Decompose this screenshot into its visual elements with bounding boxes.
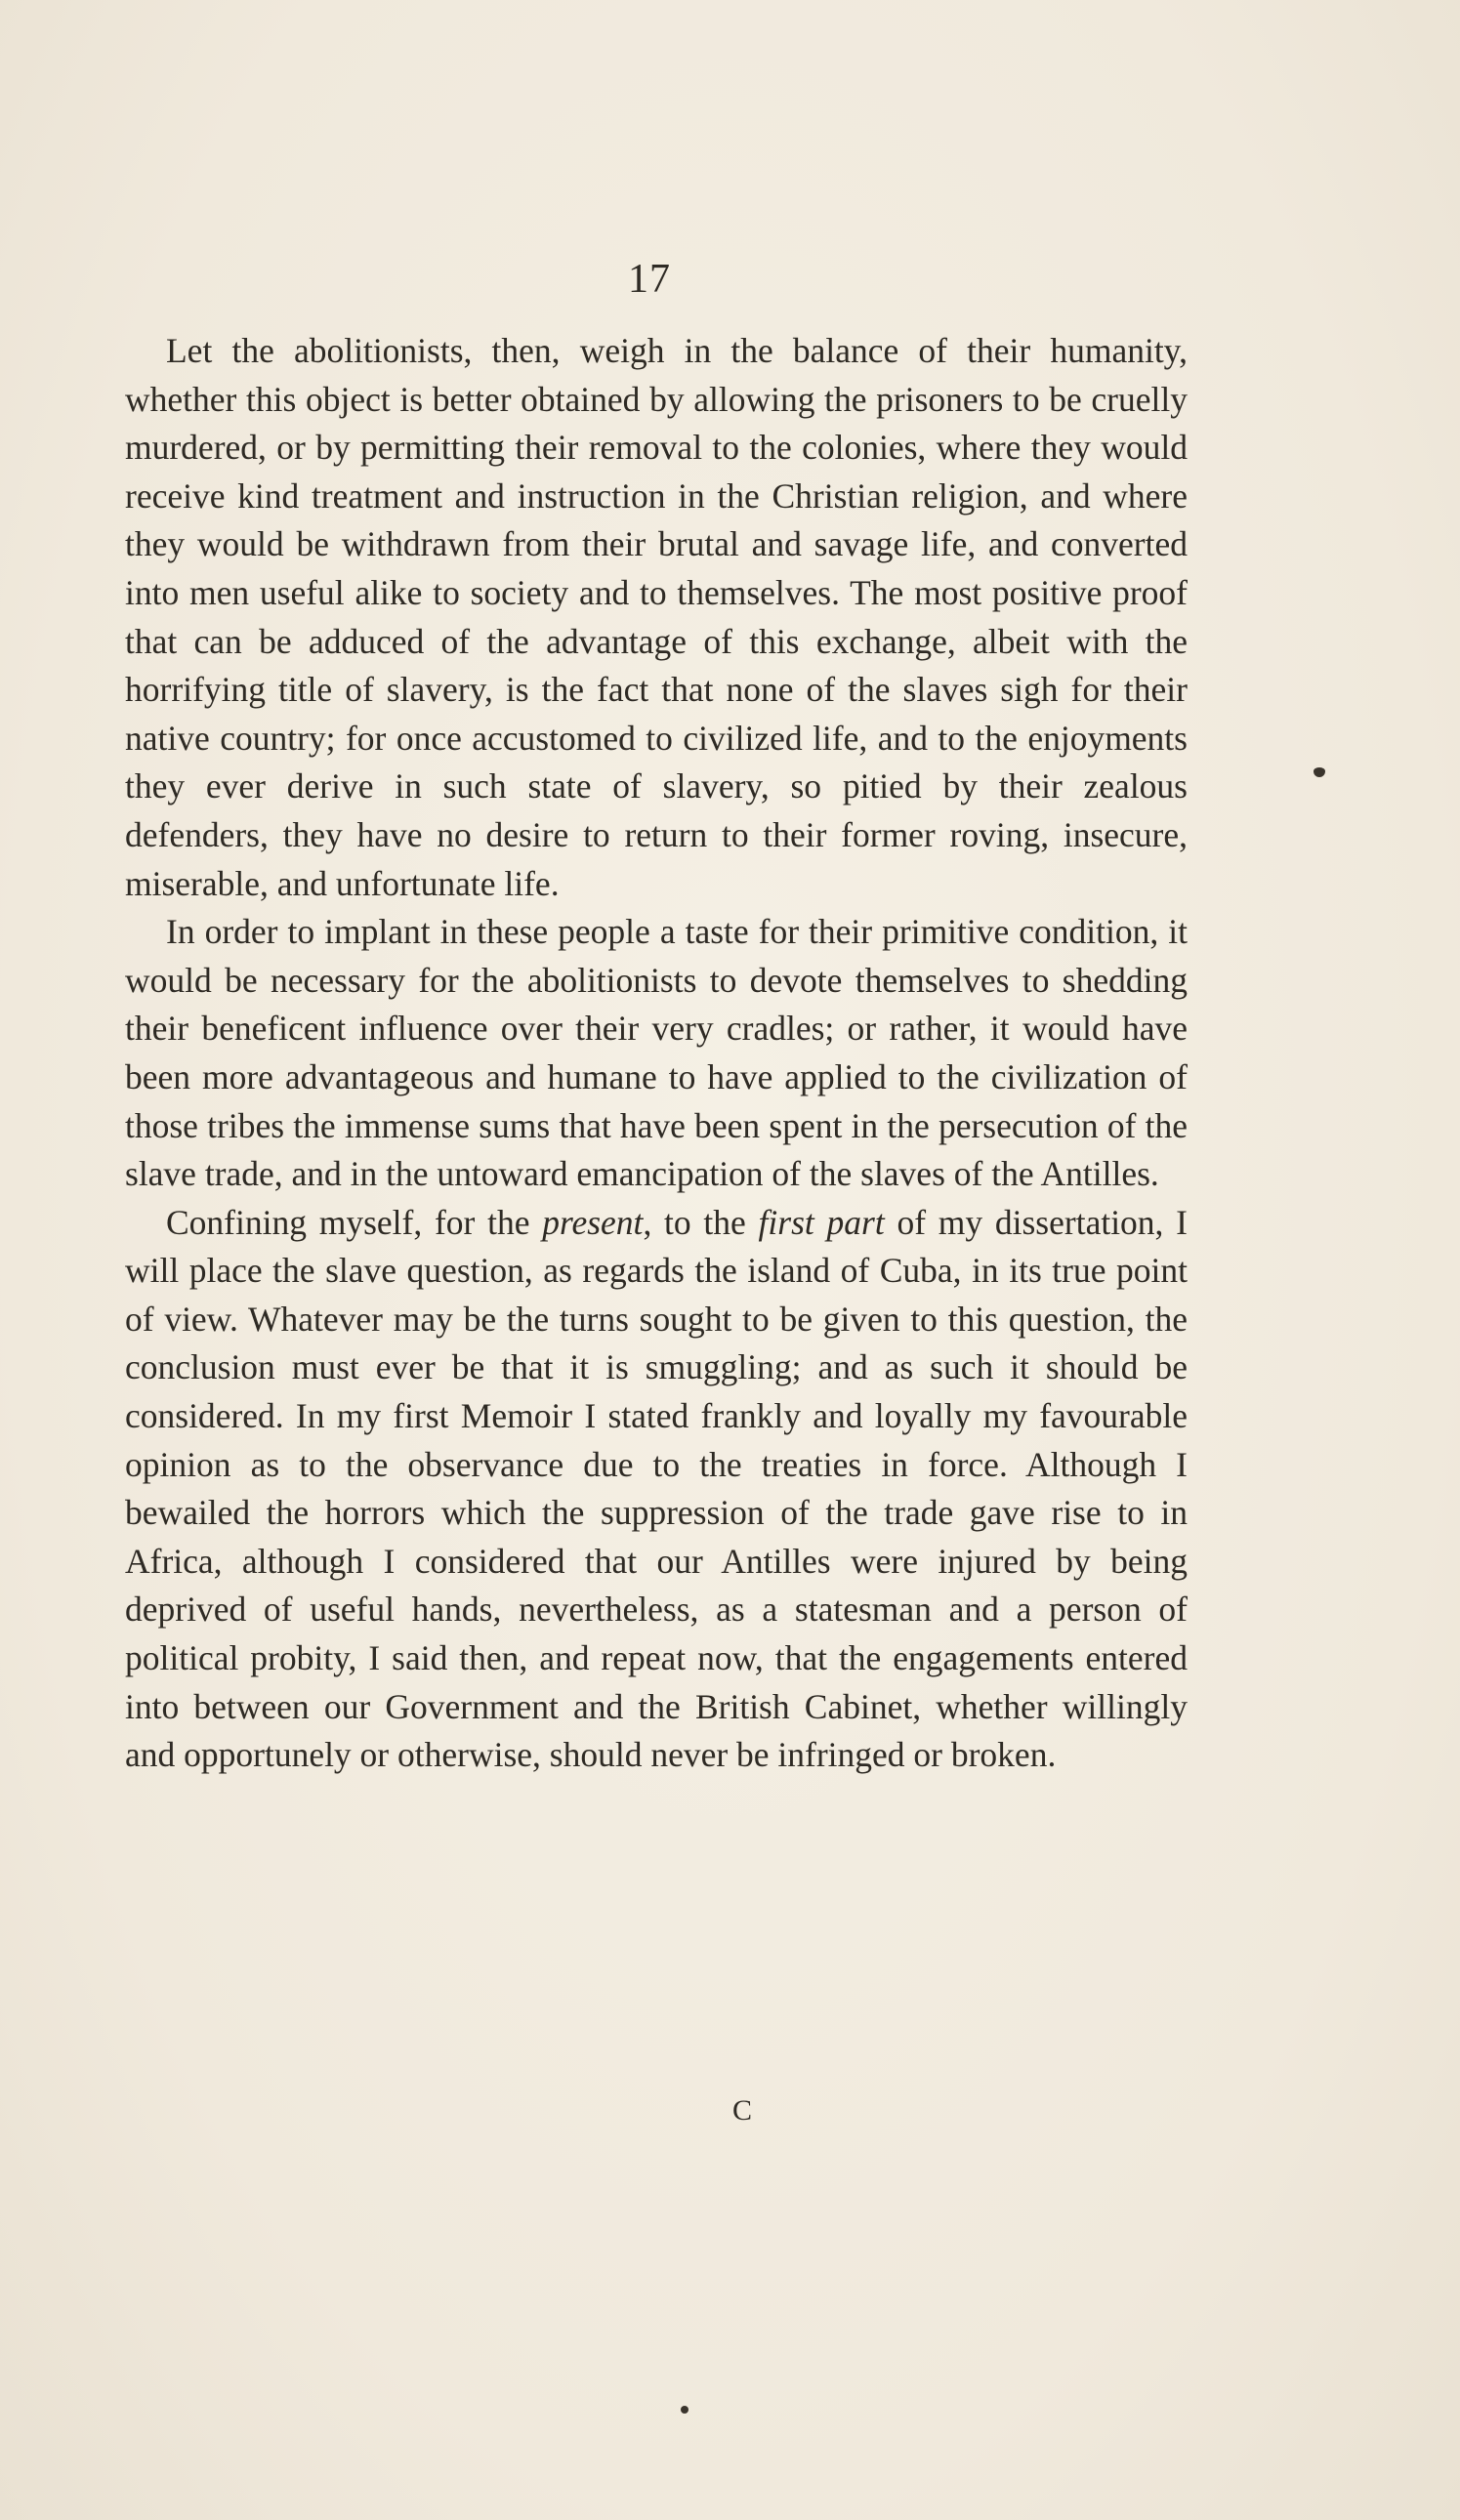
body-text xyxy=(125,327,1188,1780)
paragraph-text-segment: of my dissertation, I will place the slave question, as regards the island of Cuba, in its true point of view. Whatever may be the turns sought to be given to this question, the conclusion must ever be that it is smuggling; and as such it should be considered. In my first Memoir I stated frankly and loyally my favourable opinion as to the observance due to the treaties in force. Although I bewailed the horrors which the suppression of the trade gave rise to in Africa, although I considered that our Antilles were injured by being deprived of useful hands, nevertheless, as a statesman and a person of political probity, I said then, and repeat now, that the engagements entered into between our Government and the British Cabinet, whether willingly and opportunely or otherwise, should never be infringed or broken. xyxy=(125,1202,1188,1775)
signature-mark: C xyxy=(731,2094,752,2127)
paragraph-abolitionists: Let the abolitionists, then, weigh in the balance of their humanity, whether this object is better obtained by allowing the prisoners to be cruelly murdered, or by permitting their removal to the colonies, where they would receive kind treatment and instruction in the Christian religion, and where they would be withdrawn from their brutal and savage life, and converted into men useful alike to society and to themselves. The most positive proof that can be adduced of the advantage of this exchange, albeit with the horrifying title of slavery, is the fact that none of the slaves sigh for their native country; for once accustomed to civilized life, and to the enjoyments they ever derive in such state of slavery, so pitied by their zealous defenders, they have no desire to return to their former roving, insecure, miserable, and unfortunate life. xyxy=(125,331,1188,903)
paragraph-primitive-condition: In order to implant in these people a taste for their primitive condition, it would be necessary for the abolitionists to devote themselves to shedding their beneficent influence over their very cradles; or rather, it would have been more advantageous and humane to have applied to the civilization of those tribes the immense sums that have been spent in the persecution of the slave trade, and in the untoward emancipation of the slaves of the Antilles. xyxy=(125,912,1188,1194)
emphasis-present: present xyxy=(542,1202,644,1242)
emphasis-first-part: first part xyxy=(758,1202,885,1242)
paragraph-text-segment: , to the xyxy=(643,1202,759,1242)
paragraph-text-segment: Confining myself, for the xyxy=(166,1202,543,1242)
ink-speck-mark xyxy=(1314,767,1325,777)
ink-speck-mark xyxy=(681,2406,688,2414)
page-number: 17 xyxy=(628,257,671,302)
paragraph-slave-question xyxy=(125,1199,1188,1780)
